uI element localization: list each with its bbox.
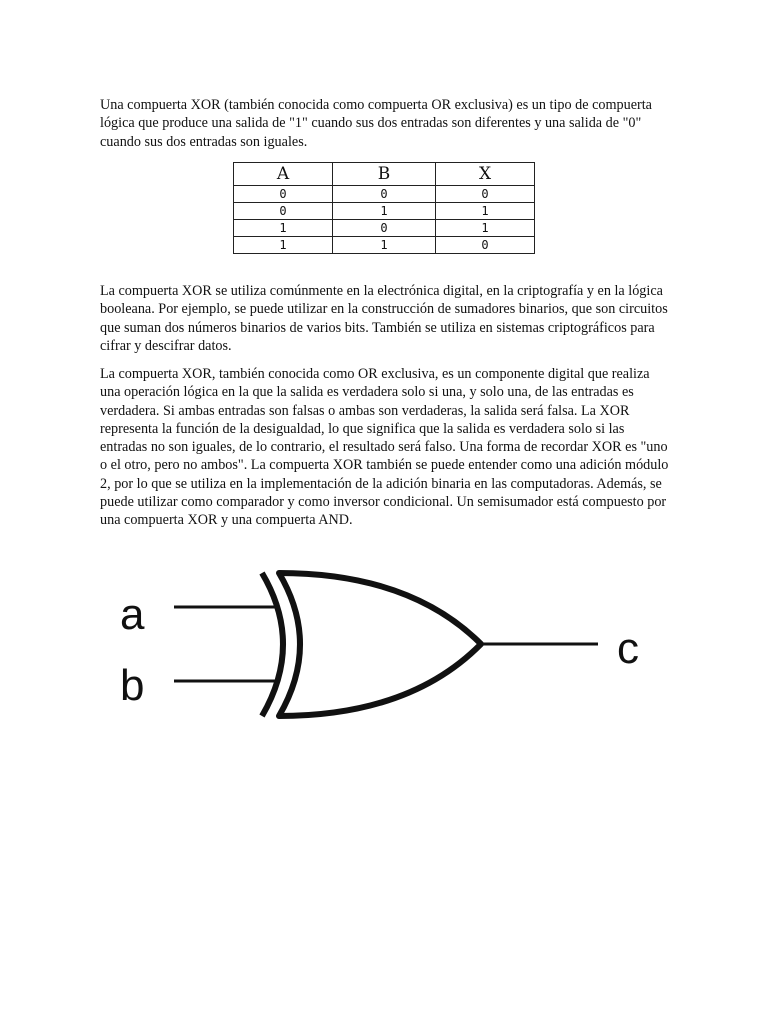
cell-x: 0 — [436, 237, 535, 254]
cell-a: 1 — [234, 220, 333, 237]
header-a: A — [234, 163, 333, 186]
header-b: B — [333, 163, 436, 186]
cell-b: 1 — [333, 203, 436, 220]
truth-table — [233, 162, 535, 254]
intro-paragraph: Una compuerta XOR (también conocida como compuerta OR exclusiva) es un tipo de compuerta lógica que produce una salida de "1" cuando sus dos entradas son diferentes y una salida de "0" cuando sus dos entradas son iguales. — [100, 97, 652, 150]
cell-b: 0 — [333, 220, 436, 237]
table-row — [234, 237, 535, 254]
table-row — [234, 203, 535, 220]
cell-a: 1 — [234, 237, 333, 254]
input-a-label: a — [120, 590, 145, 639]
xor-gate-diagram — [0, 560, 768, 760]
cell-x: 0 — [436, 186, 535, 203]
output-c-label: c — [617, 624, 639, 673]
detail-paragraph: La compuerta XOR, también conocida como OR exclusiva, es un componente digital que realiza una operación lógica en la que la salida es verdadera solo si una, y solo una, de las entradas es verdadera. Si ambas entradas son falsas o ambas son verdaderas, la salida será falsa. La XOR representa la función de la desigualdad, lo que significa que la salida es verdadera solo si las entradas no son iguales, de lo contrario, el resultado será falso. Una forma de recordar XOR es "uno o el otro, pero no ambos". La compuerta XOR también se puede entender como una adición módulo 2, por lo que se utiliza en la implementación de la adición binaria en las computadoras. Además, se puede utilizar como comparador y como inversor condicional. Un semisumador está compuesto por una compuerta XOR y una compuerta AND. — [100, 366, 669, 529]
or-gate-body — [279, 573, 481, 716]
table-row — [234, 220, 535, 237]
cell-a: 0 — [234, 203, 333, 220]
cell-a: 0 — [234, 186, 333, 203]
input-b-label: b — [120, 661, 145, 710]
cell-b: 0 — [333, 186, 436, 203]
cell-x: 1 — [436, 220, 535, 237]
truth-table-header-row — [234, 163, 535, 186]
header-x: X — [436, 163, 535, 186]
cell-x: 1 — [436, 203, 535, 220]
table-row — [234, 186, 535, 203]
uses-paragraph: La compuerta XOR se utiliza comúnmente en la electrónica digital, en la criptografía y en la lógica booleana. Por ejemplo, se puede utilizar en la construcción de sumadores binarios, que son circuitos que suman dos números binarios de varios bits. También se utiliza en sistemas criptográficos para cifrar y descifrar datos. — [100, 283, 668, 354]
cell-b: 1 — [333, 237, 436, 254]
xor-input-curve — [262, 573, 283, 716]
